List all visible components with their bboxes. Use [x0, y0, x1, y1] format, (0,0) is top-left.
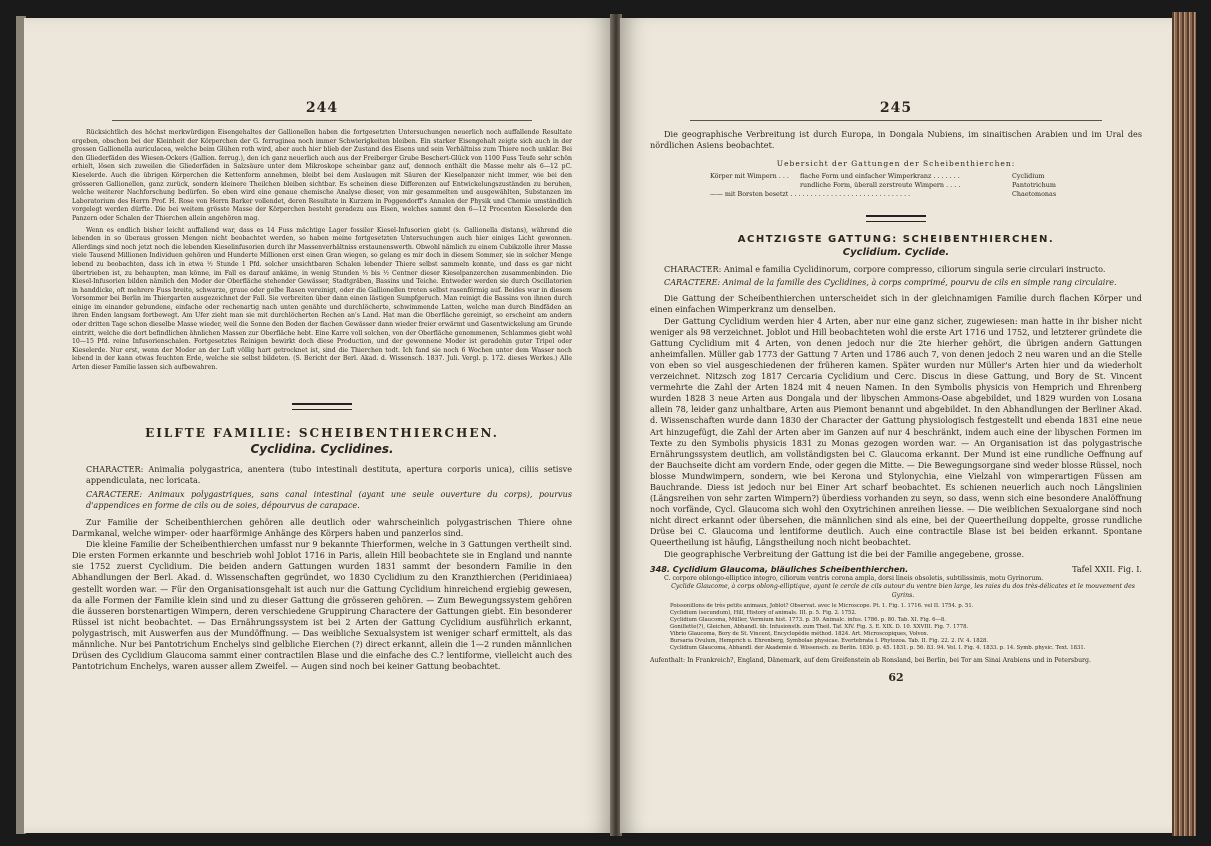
- species-french: Cyclide Glaucome, à corps oblong-elliptique, ayant le cercle de cils autour du ventre bien large, les raies du dos très-délicates et le mouvement des Gyrins.: [671, 583, 1135, 599]
- habitat-text: Aufenthalt: In Frankreich?, England, Dänemark, auf dem Greifenstein ab Ronsland, bei Berlin, bei Tor am Sinai Arabiens und in Petersburg.: [650, 656, 1091, 664]
- overview-title: Uebersicht der Gattungen der Scheibenthierchen:: [776, 159, 1016, 169]
- section-ornament: [292, 403, 352, 410]
- genus-paragraph-3: Die geographische Verbreitung der Gattung ist die bei der Familie angegebene, grosse.: [664, 548, 1025, 559]
- overview-row: [710, 181, 1082, 190]
- signature-mark: 62: [888, 671, 904, 685]
- right-page-edges: [1172, 12, 1196, 836]
- overview-row: [710, 190, 1082, 199]
- synonym-item: Vibrio Glaucoma, Bory de St. Vincent, Encyclopédie méthod. 1824. Art. Microscopiques, Volvox.: [670, 630, 929, 637]
- synonym-item: Cyclidium Glaucoma, Müller, Vermium hist. 1773. p. 39. Animalc. infus. 1786. p. 80. Tab. XI. Fig. 6—8.: [670, 616, 946, 623]
- genus-paragraph-1: Die Gattung der Scheibenthierchen unterscheidet sich in der gleichnamigen Familie durch flachen Körper und einen einfachen Wimperkranz um denselben.: [650, 293, 1142, 315]
- synonym-item: Cyclidium Glaucoma, Abhandl. der Akademie d. Wissensch. zu Berlin. 1830. p. 45. 1831. p. 56. 83. 94. Vol. I. Fig. 4. 1833. p. 14. Symb. physic. Text. 1831.: [670, 644, 1086, 651]
- overview-table: [710, 172, 1082, 199]
- overview-row: [710, 172, 1082, 181]
- species-heading: 348. Cyclidium Glaucoma, bläuliches Scheibenthierchen.: [650, 563, 909, 574]
- synonym-item: Cyclidium (secundum), Hill, History of animals. III. p. 5. Fig. 2. 1752.: [670, 609, 857, 616]
- book-spread: [16, 8, 1196, 838]
- overview-row-left: [710, 181, 800, 190]
- genus-title: ACHTZIGSTE GATTUNG: SCHEIBENTHIERCHEN.: [737, 234, 1055, 246]
- genus-subtitle: Cyclidium. Cyclide.: [842, 247, 950, 259]
- header-rule-right: [690, 120, 1102, 121]
- genus-character-latin: CHARACTER: Animal e familia Cyclidinorum, corpore compresso, ciliorum singula serie circulari instructo.: [664, 264, 1106, 275]
- synonym-item: Gonillette(?), Gleichen, Abhandl. üb. Infusionsth. zum Theil. Taf. XIV. Fig. 3. E. XIX. D. 10. XXVIII. Fig. 7. 1778.: [670, 623, 969, 630]
- family-character-french: CARACTERE: Animaux polygastriques, sans canal intestinal (ayant une seule ouverture du corps), pourvus d'appendices en forme de cils ou de soies, dépourvus de carapace.: [86, 488, 572, 510]
- overview-row-left: —— mit Borsten besetzt . . . . . . . . . . . . . . . . . . . . . . . . . . . . . .: [710, 190, 911, 199]
- family-character-latin: CHARACTER: Animalia polygastrica, anentera (tubo intestinali destituta, apertura corporis unica), ciliis setisve appendiculata, nec loricata.: [86, 463, 572, 485]
- genus-ornament: [866, 215, 926, 222]
- distribution-intro: Die geographische Verbreitung ist durch Europa, in Dongala Nubiens, im sinaitischen Arabien und im Ural des nördlichen Asiens beobachtet.: [650, 129, 1142, 151]
- overview-row-left: Körper mit Wimpern . . .: [710, 172, 789, 181]
- left-top-paragraph: Rücksichtlich des höchst merkwürdigen Eisengehaltes der Gallionellen haben die fortgesetzten Untersuchungen neuerlich noch auffallende Resultate ergeben, obschon bei der Kleinheit der Körperchen der G. ferruginea noch immer Schwierigkeiten bleiben. Ein starker Eisengehalt zeigte sich auch in der grossen Gallionella auriculacea, welche beim Glühen roth wird, aber auch hier blieb der Zustand des Eisens und sein Verhältniss zum Thiere noch unklar. Bei den Gliederfäden des Wiesen-Ockers (Gallion. ferrug.), den ich ganz neuerlich auch aus der Freiberger Grube Beschert-Glück von 1100 Fuss Teufe sehr schön erhielt, lösen sich zuweilen die Gliederfäden in Salzsäure unter dem Mikroskope scheinbar ganz auf, dennoch enthält die Masse mehr als 6—12 pC. Kieselerde. Auch die übrigen Körperchen die Kettenform annehmen, bleibt bei dem Auslaugen mit Säuren der Kieselpanzer nicht immer, wie bei den grösseren Gallionellen, ganz zurück, sondern kleinere Theilchen bleiben sichtbar. Es scheinen diese Differenzen auf Entwickelungszuständen zu beruhen, welche weiterer Nachforschung bedürfen. So eben wird eine genaue chemische Analyse dieser, von mir gesammelten und ausgewählten, Substanzen im Laboratorium des Herrn Prof. H. Rose von Herrn Barker vollendet, deren Resultate in Kurzem in Poggendorff's Annalen der Physik und Chemie umständlich vorgelegt werden dürfte. Die bei weitem grösste Masse der Körperchen besteht geradezu aus Eisen, welches sammt den 6—12 Procenten Kieselerde den Panzern oder Schalen der Thierchen allein angehören mag.: [72, 129, 572, 222]
- family-subtitle: Cyclidina. Cyclidines.: [250, 441, 394, 456]
- family-paragraph-1: Zur Familie der Scheibenthierchen gehören alle deutlich oder wahrscheinlich polygastrischen Thiere ohne Darmkanal, welche wimper- oder haarförmige Anhänge des Körpers haben und panzerlos sind.: [72, 517, 572, 539]
- overview-row-genus: Cyclidium: [1012, 172, 1045, 181]
- species-latin: C. corpore oblongo-elliptico integro, ciliorum ventris corona ampla, dorsi lineis obsoletis, subtilissimis, motu Gyrinorum.: [664, 574, 1044, 582]
- family-paragraph-2: Die kleine Familie der Scheibenthierchen umfasst nur 9 bekannte Thierformen, welche in 3 Gattungen vertheilt sind. Die ersten Formen erkannte und beschrieb wohl Joblot 1716 in Paris, allein Hill beobachtete sie in England und nannte sie 1752 zuerst Cyclidium. Die beiden andern Gattungen wurden 1831 sammt der besondern Familie in den Abhandlungen der Berl. Akad. d. Wissenschaften gegründet, wo 1830 Cyclidium zu den Kranzthierchen (Peridiniaea) gestellt worden war. — Für den Organisationsgehalt ist auch nur die Gattung Cyclidium hinreichend ergiebig gewesen, da alle Formen der Familie klein sind und zu dieser Gattung die grösseren gehören. — Zum Bewegungssystem gehören die äusseren borstenartigen Wimpern, deren verschiedene Gruppirung Charactere der Gattungen giebt. Ein besonderer Rüssel ist nicht beobachtet. — Das Ernährungssystem ist bei 2 Arten der Gattung Cyclidium ausführlich erkannt, polygastrisch, mit Auswerfen aus der Mundöffnung. — Das weibliche Sexualsystem ist weniger scharf ermittelt, als das männliche. Nur bei Pantotrichum Enchelys sind gelbliche Eierchen (?) direct erkannt, allein die 1—2 runden männlichen Drüsen des Cyclidium Glaucoma sammt einer contractilen Blase und die einfache des C.? lentiforme, vielleicht auch des Pantotrichum Enchelys, waren ausser allem Zweifel. — Augen sind noch bei keiner Gattung beobachtet.: [72, 539, 572, 672]
- overview-row-genus: Pantotrichum: [1012, 181, 1056, 190]
- genus-character-french: CARACTERE: Animal de la famille des Cyclidines, à corps comprimé, pourvu de cils en simple rang circulaire.: [664, 277, 1117, 288]
- species-plate: Tafel XXII. Fig. I.: [1072, 563, 1142, 574]
- genus-paragraph-2: Der Gattung Cyclidium werden hier 4 Arten, aber nur eine ganz sicher, zugewiesen: man hatte in ihr bisher nicht weniger als 98 verzeichnet. Joblot und Hill beobachteten wohl die erste Art 1716 und 1752, und letzterer gründete die Gattung Cyclidium mit 4 Arten, von denen jedoch nur die 2te hierher gehört, die übrigen andern Gattungen anheimfallen. Müller gab 1773 der Gattung 7 Arten und 1786 auch 7, von denen jedoch 2 neu waren und an die Stelle von eben so viel ausgeschiedenen der früheren kamen. Später wurden nur Müller's Arten hier und da wiederholt verzeichnet. Nitzsch zog 1817 Cercaria Cyclidium und Cerc. Discus in diese Gattung, und Bory de St. Vincent vermehrte die Zahl der Arten 1824 mit 4 neuen Namen. In den Symbolis physicis von Hemprich und Ehrenberg wurden 1828 3 neue Arten aus Dongala und der libyschen Ammons-Oase abgebildet, und 1829 wurden von Losana allein 78, leider ganz unhaltbare, Arten aus Piemont benannt und abgebildet. In den Abhandlungen der Berliner Akad. d. Wissenschaften wurde dann 1830 der Character der Gattung physiologisch festgestellt und ebenda 1831 eine neue Art hinzugefügt, die Zahl der Arten aber im Ganzen auf nur 4 beschränkt, indem auch eine der libyschen Formen im Texte zu den Symbolis physicis 1831 zu Monas gezogen worden war. — An Organisation ist das polygastrische Ernährungssystem deutlich, am vollständigsten bei C. Glaucoma erkannt. Der Mund ist eine rundliche Oeffnung auf der Bauchseite dicht am vordern Ende, oder gegen die Mitte. — Die Bewegungsorgane sind weder blosse Rüssel, noch blosse Mundwimpern, sondern, wie bei Kerona und Stylonychia, eine Vielzahl von wimperartigen Füssen am Bauchrande. Diess ist jedoch nur bei Einer Art scharf beobachtet. Es schienen neuerlich auch noch Längslinien (Längsreihen von sehr zarten Wimpern?) überdiess vorhanden zu seyn, so dass, wenn sich eine besondere Analöffnung noch vorfände, Cycl. Glaucoma sich wohl den Oxytrichinen anreihen liesse. — Die weiblichen Sexualorgane sind noch nicht direct erkannt oder übersehen, die männlichen sind als eine, bei der Queertheilung doppelte, grosse rundliche Drüse bei C. Glaucoma und lentiforme deutlich. Auch eine contractile Blase ist bei beiden erkannt. Spontane Queertheilung ist häufig, Längstheilung noch nicht beobachtet.: [650, 315, 1142, 548]
- overview-row-mid: flache Form und einfacher Wimperkranz . . . . . . .: [800, 172, 960, 181]
- left-page: [24, 18, 612, 833]
- left-page-number: 244: [305, 100, 339, 116]
- family-title: EILFTE FAMILIE: SCHEIBENTHIERCHEN.: [145, 425, 499, 440]
- right-page-number: 245: [879, 100, 913, 116]
- overview-row-mid: rundliche Form, überall zerstreute Wimpern . . . .: [800, 181, 961, 190]
- species-heading-row: [650, 564, 1142, 575]
- left-mid-paragraph: Wenn es endlich bisher leicht auffallend war, dass es 14 Fuss mächtige Lager fossiler Kiesel-Infusorien giebt (s. Gallionella distans), während die lebenden in so überaus grossen Mengen nicht beobachtet werden, so haben meine fortgesetzten Untersuchungen auch hier einiges Licht gewonnen. Allerdings sind noch jetzt noch die lebenden Kieselinfusorien durch ihr Massenverhältniss erstaunenswerth. Obwohl nämlich zu einem Cubikzolle ihrer Masse viele Tausend Millionen Individuen gehören und Hunderte Millionen erst einen Gran wiegen, so gelang es mir doch in diesem Sommer, sie in solcher Menge lebend zu beobachten, dass ich in etwa ½ Stunde 1 Pfd. solcher unsichtbaren Schalen lebender Thiere selbst sammeln konnte, und dass es gar nicht übertrieben ist, zu behaupten, man könne, im Fall es darauf ankäme, in wenig Stunden ⅓ bis ½ Centner dieser Kieselpanzerchen zusammenbinden. Die Kiesel-Infusorien bilden nämlich den Moder der Oberfläche stehender Gewässer, Stadtgräben, Bassins und Teiche. Entweder werden sie durch Oscillatorien in handdicke, oft mehrere Fuss breite, schwarze, graue oder gelbe Rasen vereinigt, oder die Gallionellen treten selbst rasenförmig auf. Beides war in diesem Vorsommer bei Berlin im Thiergarten ausgezeichnet der Fall. Sie verbreiten über dann einen lästigen Sumpfgeruch. Man reinigt die Bassins von ihnen durch einige im einander gebundene, einfache oder rechenartig nach unten genähte und durchlöcherte, schwimmende Latten, welche man durch Bindfäden an ihren Enden langsam fortbewegt. Am Ufer zieht man sie mit durchlöcherten Rechen an's Land. Hat man die Oberfläche gereinigt, so erscheint am andern oder dritten Tage schon dieselbe Masse wieder, weil die Sonne den Boden der flachen Gewässer dann wieder freier erwärmt und Gasentwickelung am Grunde eintritt, welche die dort befindlichen ähnlichen Massen zur Oberfläche hebt. Eine Karre voll solchen, von der Oberfläche genommenen, Schlammes giebt wohl 10—15 Pfd. reine Infusorienschalen. Fortgesetztes Reinigen bewirkt doch diese Production, und der gewonnene Moder ist geradehin guter Tripel oder Kieselerde. Nur erst, wenn der Moder an der Luft völlig hart getrocknet ist, sind die Thierchen todt. Ich fand sie noch 6 Wochen unter dem Wasser noch lebend in der kann etwas feuchten Erde, welche sie selbst bildeten. (S. Bericht der Berl. Akad. d. Wissensch. 1837. Juli. Vergl. p. 172. dieses Werkes.) Alle Arten dieser Familie lassen sich aufbewahren.: [72, 226, 572, 372]
- overview-row-genus: Chaetomonas: [1012, 190, 1057, 199]
- right-page: [620, 18, 1180, 833]
- synonym-item: Poissonillons de très petits animaux, Joblot? Observat. avec le Microscope. Pt. 1. Fig. 1. 1716. vel II. 1754. p. 51.: [670, 602, 974, 609]
- synonym-item: Bursaria Ovulum, Hemprich u. Ehrenberg, Symbolae physicae. Evertebrata I. Phytozoa. Tab. II. Fig. 22. 2. IV. 4. 1828.: [670, 637, 989, 644]
- header-rule: [112, 120, 532, 121]
- synonym-list: [650, 603, 1142, 652]
